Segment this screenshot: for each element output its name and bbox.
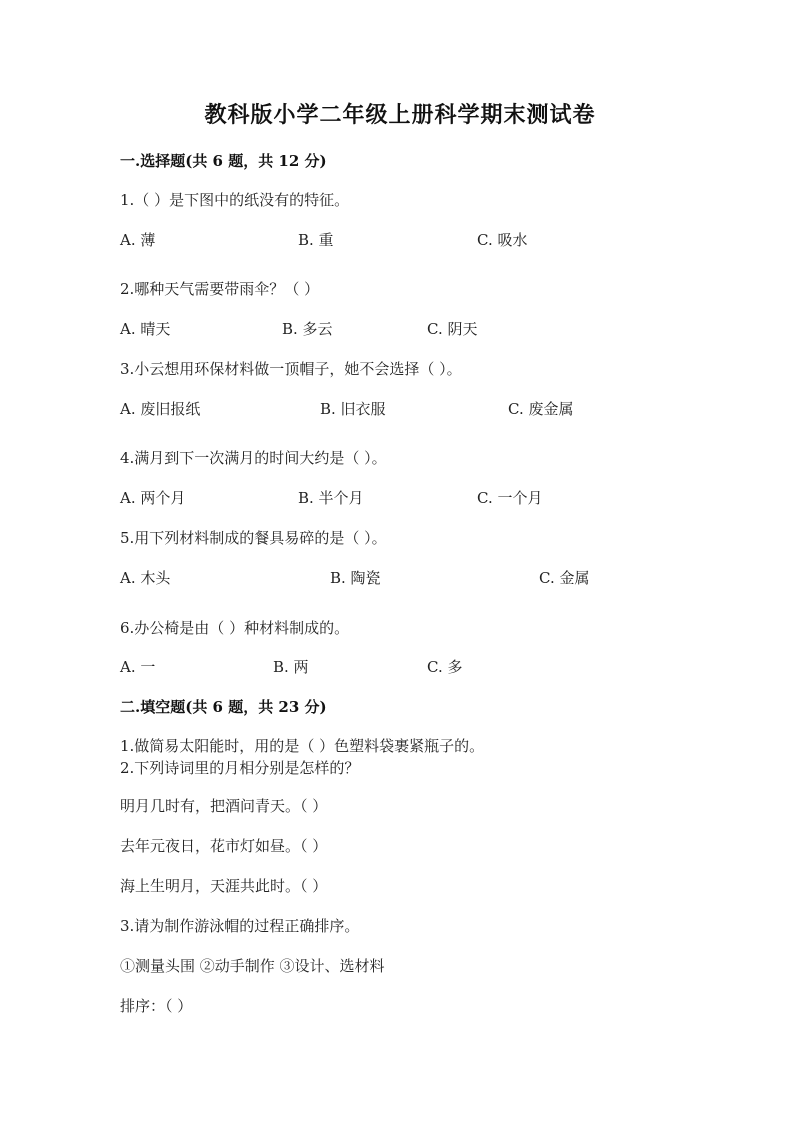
order-answer: 排序：（ ） bbox=[120, 997, 193, 1015]
question-5-option-b: B. 陶瓷 bbox=[330, 569, 381, 587]
question-3-option-c: C. 废金属 bbox=[508, 400, 574, 418]
question-4-option-b: B. 半个月 bbox=[298, 489, 364, 507]
question-1: 1.（ ）是下图中的纸没有的特征。 bbox=[120, 191, 350, 209]
section-heading-choice: 一.选择题(共 6 题，共 12 分) bbox=[120, 152, 327, 170]
question-3: 3.小云想用环保材料做一顶帽子，她不会选择（ ）。 bbox=[120, 360, 462, 378]
question-4: 4.满月到下一次满月的时间大约是（ ）。 bbox=[120, 449, 387, 467]
question-5-option-c: C. 金属 bbox=[539, 569, 590, 587]
question-6: 6.办公椅是由（ ）种材料制成的。 bbox=[120, 619, 350, 637]
page-title: 教科版小学二年级上册科学期末测试卷 bbox=[204, 102, 596, 128]
steps-list: ①测量头围 ②动手制作 ③设计、选材料 bbox=[120, 957, 385, 975]
question-6-option-a: A. 一 bbox=[120, 658, 156, 676]
question-1-option-b: B. 重 bbox=[298, 231, 334, 249]
poem-line-2: 去年元夜日，花市灯如昼。（ ） bbox=[120, 837, 328, 855]
question-6-option-c: C. 多 bbox=[427, 658, 463, 676]
fill-question-2: 2.下列诗词里的月相分别是怎样的？ bbox=[120, 759, 360, 777]
section-heading-fill: 二.填空题(共 6 题，共 23 分) bbox=[120, 698, 327, 716]
poem-line-3: 海上生明月，天涯共此时。（ ） bbox=[120, 877, 328, 895]
question-1-option-a: A. 薄 bbox=[120, 231, 156, 249]
question-2-option-c: C. 阴天 bbox=[427, 320, 478, 338]
question-2-option-a: A. 晴天 bbox=[120, 320, 171, 338]
question-6-option-b: B. 两 bbox=[273, 658, 309, 676]
question-1-option-c: C. 吸水 bbox=[477, 231, 528, 249]
question-2: 2.哪种天气需要带雨伞？（ ） bbox=[120, 280, 320, 298]
question-3-option-b: B. 旧衣服 bbox=[320, 400, 386, 418]
question-3-option-a: A. 废旧报纸 bbox=[120, 400, 201, 418]
question-2-option-b: B. 多云 bbox=[282, 320, 333, 338]
question-4-option-c: C. 一个月 bbox=[477, 489, 543, 507]
fill-question-1: 1.做简易太阳能时，用的是（ ）色塑料袋裹紧瓶子的。 bbox=[120, 737, 485, 755]
question-4-option-a: A. 两个月 bbox=[120, 489, 186, 507]
poem-line-1: 明月几时有，把酒问青天。（ ） bbox=[120, 797, 328, 815]
question-5: 5.用下列材料制成的餐具易碎的是（ ）。 bbox=[120, 529, 387, 547]
question-5-option-a: A. 木头 bbox=[120, 569, 171, 587]
fill-question-3: 3.请为制作游泳帽的过程正确排序。 bbox=[120, 917, 360, 935]
